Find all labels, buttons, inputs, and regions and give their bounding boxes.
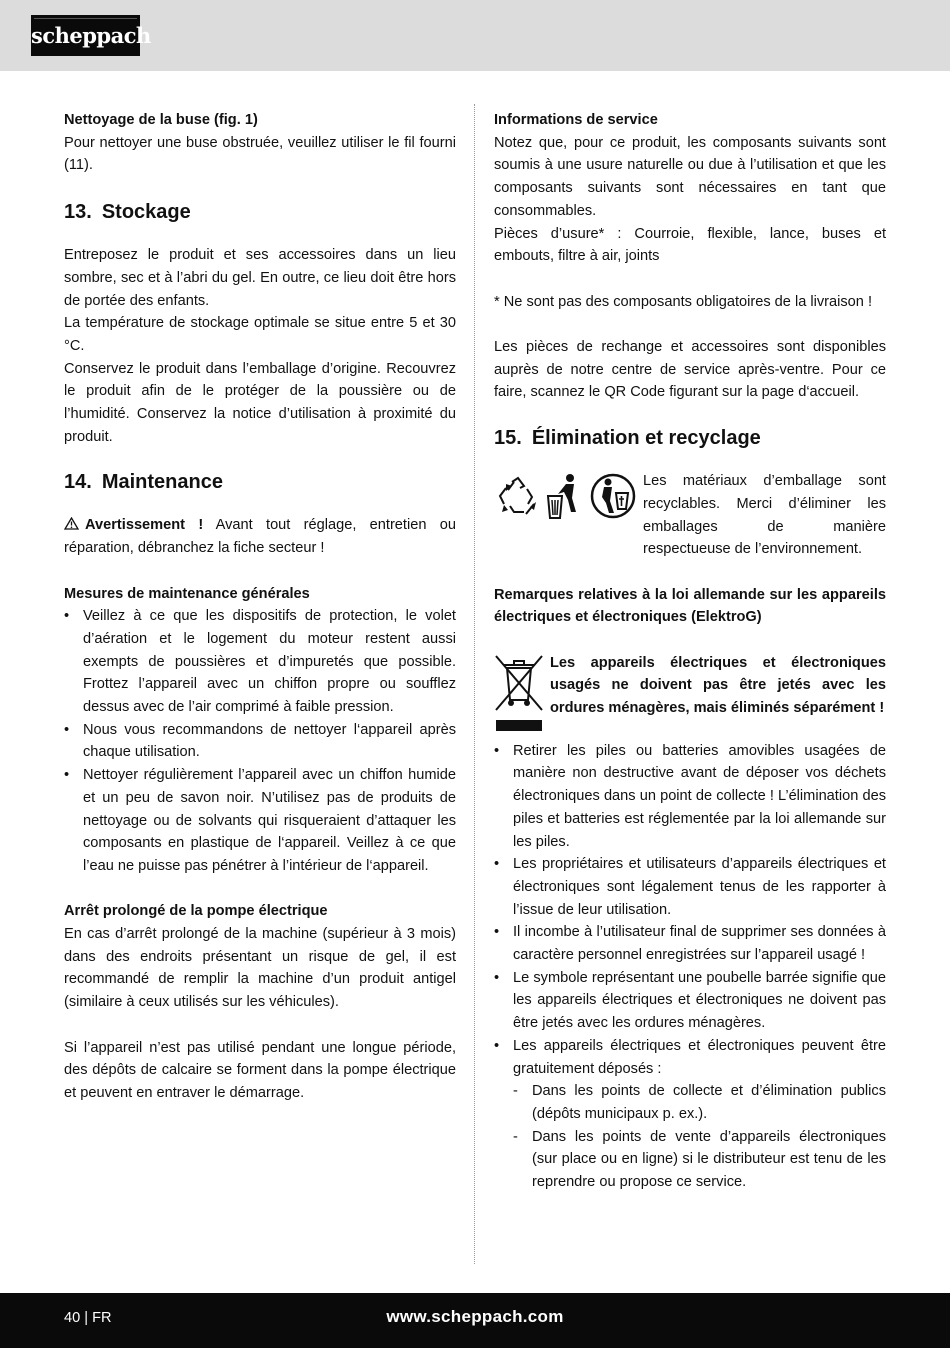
- elektrog-title: Remarques relatives à la loi allemande sur les appareils électriques et électroniques (ElektroG): [494, 586, 886, 626]
- page-number: 40 | FR: [64, 1310, 112, 1326]
- column-divider: [474, 104, 475, 1264]
- packaging-text: Les matériaux d’emballage sont recyclables. Merci d’éliminer les emballages de manière respectueuse de l’environnement.: [643, 473, 886, 558]
- general-maintenance-list: [64, 605, 456, 877]
- sub-list-item: - Dans les points de collecte et d’élimination publics (dépôts municipaux p. ex.).: [513, 1080, 886, 1125]
- storage-paragraph-3: Conservez le produit dans l’emballage d’origine. Recouvrez le produit afin de le protéger de la poussière ou de l’humidité. Conservez la notice d’utilisation à proximité du produit.: [64, 360, 456, 445]
- list-item: • Nous vous recommandons de nettoyer l‘appareil après chaque utilisation.: [64, 719, 456, 764]
- list-item: • Le symbole représentant une poubelle barrée signifie que les appareils électriques et électroniques ne doivent pas être jetés avec les ordures ménagères.: [494, 967, 886, 1035]
- header-bar: [0, 0, 950, 71]
- recycling-icons: [494, 470, 639, 540]
- storage-paragraph-2: La température de stockage optimale se situe entre 5 et 30 °C.: [64, 315, 456, 354]
- pump-title: Arrêt prolongé de la pompe électrique: [64, 903, 328, 920]
- section-13-heading: 13. Stockage: [64, 201, 191, 224]
- list-item: • Retirer les piles ou batteries amovibles usagées de manière non destructive avant de déposer vos déchets électroniques dans un point de collecte ! L’élimination des piles et batteries est réglementée par la loi allemande sur les piles.: [494, 740, 886, 854]
- section-15-heading: 15. Élimination et recyclage: [494, 427, 761, 450]
- footer-bar: [0, 1293, 950, 1348]
- scheppach-logo: scheppach: [31, 15, 140, 56]
- service-paragraph-3: Les pièces de rechange et accessoires sont disponibles auprès de notre centre de service après-ventre. Pour ce faire, scannez le QR Code figurant sur la page d‘accueil.: [494, 339, 886, 401]
- service-title: Informations de service: [494, 112, 658, 128]
- list-item: • Les propriétaires et utilisateurs d’appareils électriques et électroniques sont légalement tenus de les rapporter à l’issue de leur utilisation.: [494, 853, 886, 921]
- list-item: • Veillez à ce que les dispositifs de protection, le volet d’aération et le logement du moteur restent aussi exempts de poussières et d’impuretés que possible. Frottez l’appareil avec un chiffon propre ou soufflez dessus avec de l’air comprimé à faible pression.: [64, 605, 456, 719]
- pump-paragraph-2: Si l’appareil n’est pas utilisé pendant une longue période, des dépôts de calcaire se forment dans la pompe électrique et peuvent en entraver le démarrage.: [64, 1039, 456, 1101]
- service-paragraph-1: Notez que, pour ce produit, les composants suivants sont soumis à une usure naturelle ou due à l’utilisation et que les composants suivants sont nécessaires en tant que consommables.: [494, 134, 886, 219]
- nozzle-text: Pour nettoyer une buse obstruée, veuillez utiliser le fil fourni (11).: [64, 134, 456, 174]
- section-14-heading: 14. Maintenance: [64, 471, 223, 494]
- pump-paragraph-1: En cas d’arrêt prolongé de la machine (supérieur à 3 mois) dans des endroits présentant un risque de gel, il est recommandé de remplir la machine d’un produit antigel (similaire à ceux utilisés sur les véhicules).: [64, 926, 456, 1011]
- weee-warning: Les appareils électriques et électroniques usagés ne doivent pas être jetés avec les ordures ménagères, mais éliminés séparément !: [550, 654, 886, 717]
- recycling-bin-icon: [588, 471, 638, 521]
- crossed-out-bin-icon: [494, 652, 544, 738]
- tidyman-icon: [544, 472, 584, 522]
- collection-points-list: [513, 1080, 886, 1194]
- weee-list: [494, 740, 886, 1194]
- warning-icon: [64, 517, 79, 530]
- sub-list-item: - Dans les points de vente d’appareils électroniques (sur place ou en ligne) si le distributeur est tenu de les reprendre ou propose ce service.: [513, 1126, 886, 1194]
- right-column: [494, 109, 886, 1194]
- service-paragraph-2: Pièces d’usure* : Courroie, flexible, lance, buses et embouts, filtre à air, joints: [494, 225, 886, 265]
- footer-website-link[interactable]: www.scheppach.com: [386, 1307, 564, 1326]
- nozzle-title: Nettoyage de la buse (fig. 1): [64, 112, 258, 128]
- left-column: [64, 109, 456, 1105]
- general-maintenance-title: Mesures de maintenance générales: [64, 585, 310, 602]
- list-item: • Les appareils électriques et électroniques peuvent être gratuitement déposés : - Dans les points de collecte et d’élimination publics (dépôts municipaux p. ex.). - Dans les points de vente d’appareils électroniques (sur place ou en ligne) si le distributeur est tenu de les reprendre ou propose ce service.: [494, 1035, 886, 1194]
- warning-paragraph: Avertissement ! Avant tout réglage, entretien ou réparation, débranchez la fiche secteur !: [64, 517, 456, 557]
- list-item: • Nettoyer régulièrement l’appareil avec un chiffon humide et un peu de savon noir. N’utilisez pas de produits de nettoyage ou de solvants qui risqueraient d’attaquer les composants en plastique de l‘appareil. Veillez à ce que l’eau ne puisse pas pénétrer à l’intérieur de l‘appareil.: [64, 764, 456, 878]
- recycle-icon: [494, 474, 542, 522]
- storage-paragraph-1: Entreposez le produit et ses accessoires dans un lieu sombre, sec et à l’abri du gel. En outre, ce lieu doit être hors de portée des enfants.: [64, 247, 456, 309]
- list-item: • Il incombe à l’utilisateur final de supprimer ses données à caractère personnel enregistrées sur l’appareil usagé !: [494, 921, 886, 966]
- service-note: * Ne sont pas des composants obligatoires de la livraison !: [494, 293, 873, 310]
- weee-symbol: [494, 652, 546, 740]
